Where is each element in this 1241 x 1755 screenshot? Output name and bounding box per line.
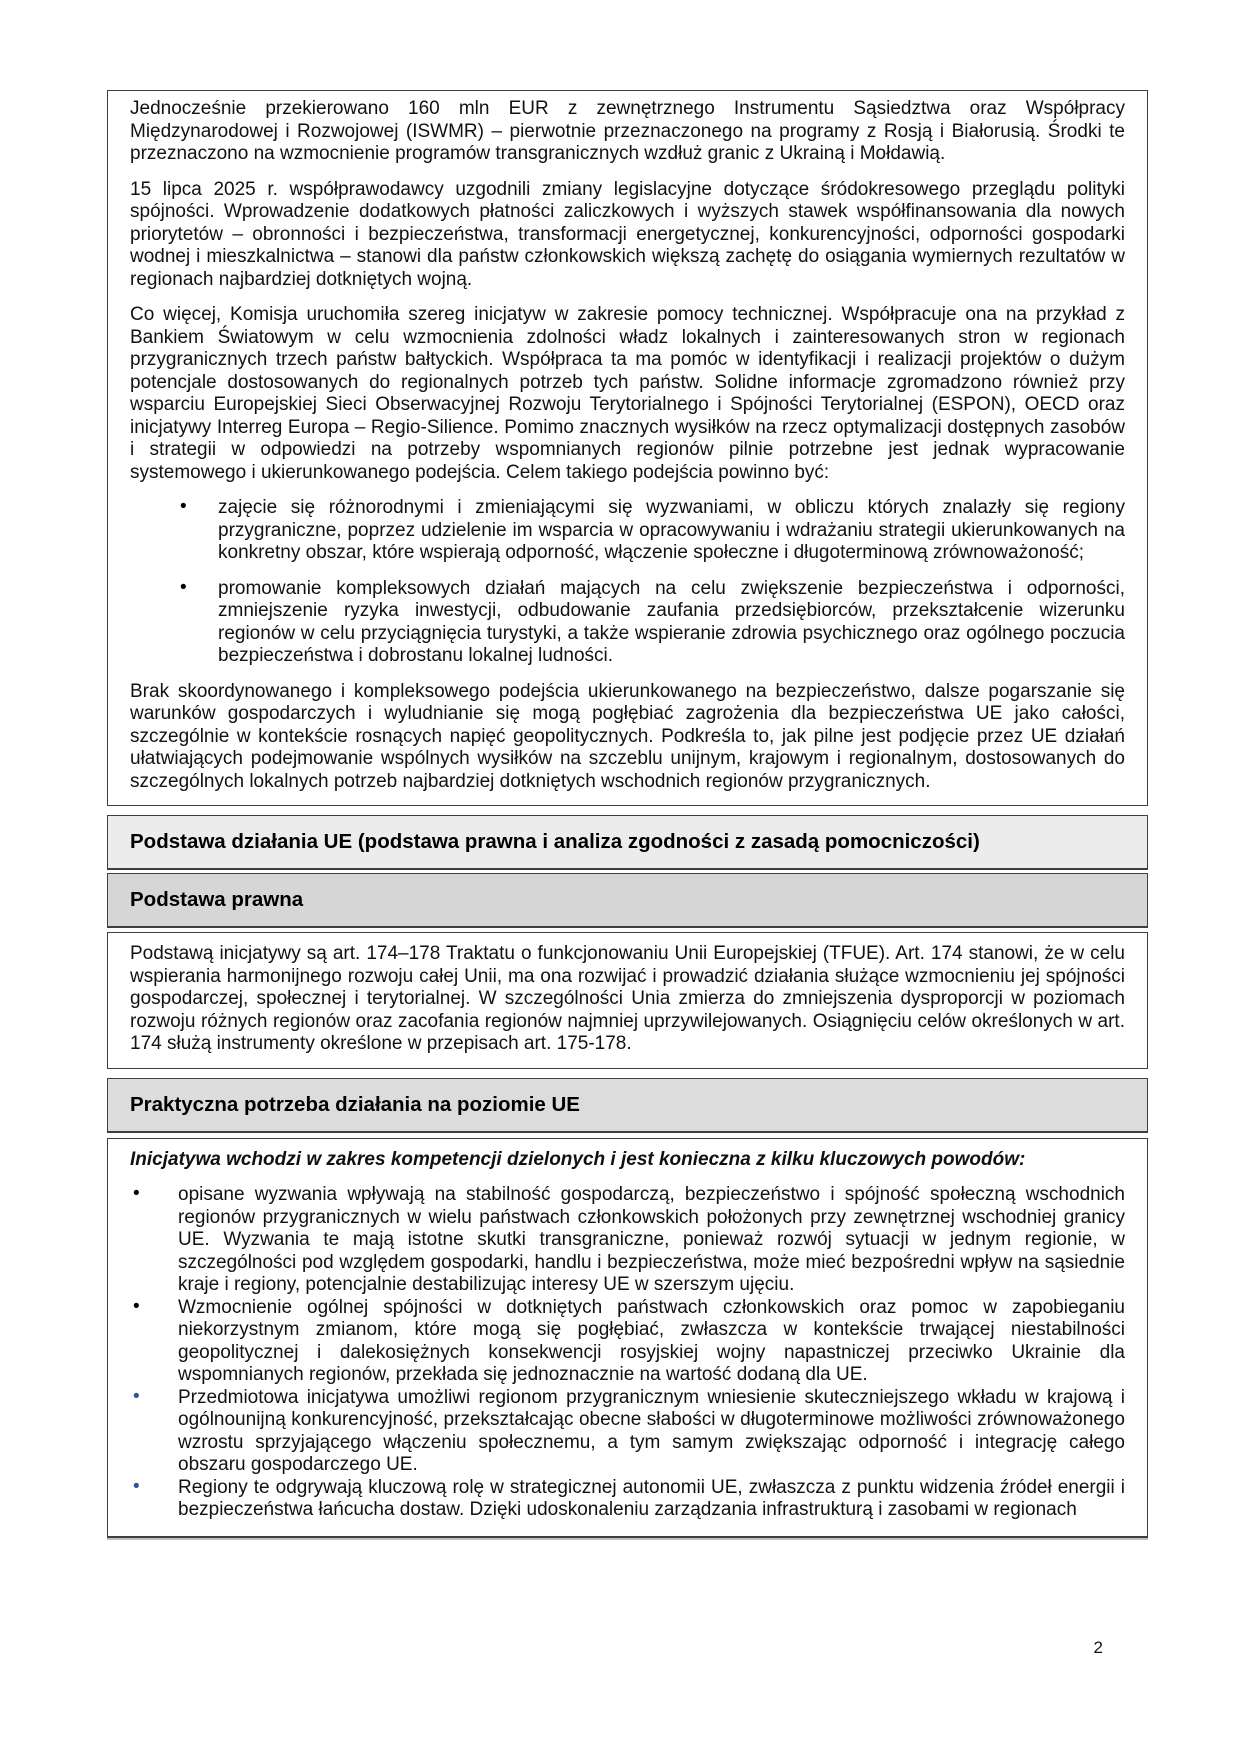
context-paragraph-2: 15 lipca 2025 r. współprawodawcy uzgodnili zmiany legislacyjne dotyczące śródokresowego przeglądu polityki spójności. Wprowadzenie dodatkowych płatności zaliczkowych i wyższych stawek współfinansowania dla nowych priorytetów – obronności i bezpieczeństwa, transformacji energetycznej, konkurencyjności, odporności gospodarki wodnej i mieszkalnictwa – stanowi dla państw członkowskich większą zachętę do osiągania wymiernych rezultatów w regionach najbardziej dotkniętych wojną. xyxy=(130,178,1125,290)
section-header-practical-need-label: Praktyczna potrzeba działania na poziomie UE xyxy=(130,1092,580,1116)
section-header-practical-need xyxy=(107,1078,1148,1133)
context-paragraph-3: Co więcej, Komisja uruchomiła szereg inicjatyw w zakresie pomocy technicznej. Współpracuje ona na przykład z Bankiem Światowym w celu wzmocnienia zdolności władz lokalnych i zainteresowanych stron w regionach przygranicznych trzech państw bałtyckich. Współpraca ta ma pomóc w identyfikacji i realizacji projektów o dużym potencjale dostosowanych do regionalnych potrzeb tych państw. Solidne informacje zgromadzono również przy wsparciu Europejskiej Sieci Obserwacyjnej Rozwoju Terytorialnego i Spójności Terytorialnej (ESPON), OECD oraz inicjatywy Interreg Europa – Regio-Silience. Pomimo znacznych wysiłków na rzecz optymalizacji dostępnych zasobów i strategii w odpowiedzi na potrzeby wspomnianych regionów pilnie potrzebne jest jednak wypracowanie systemowego i ukierunkowanego podejścia. Celem takiego podejścia powinno być: xyxy=(130,304,1125,483)
context-paragraph-1: Jednocześnie przekierowano 160 mln EUR z zewnętrznego Instrumentu Sąsiedztwa oraz Współpracy Międzynarodowej i Rozwojowej (ISWMR) – pierwotnie przeznaczonego na programy z Rosją i Białorusią. Środki te przeznaczono na wzmocnienie programów transgranicznych wzdłuż granic z Ukrainą i Mołdawią. xyxy=(130,98,1125,164)
bullet-icon: • xyxy=(180,576,187,598)
bullet-icon: • xyxy=(133,1385,140,1407)
section-header-legal-sub-label: Podstawa prawna xyxy=(130,888,304,911)
section-header-legal-basis-label: Podstawa działania UE (podstawa prawna i analiza zgodności z zasadą pomocniczości) xyxy=(130,830,980,853)
context-bullet-item xyxy=(130,578,1125,668)
practical-bullet-text-1: opisane wyzwania wpływają na stabilność gospodarczą, bezpieczeństwo i spójność społeczną wschodnich regionów przygranicznych w wielu państwach członkowskich położonych przy zewnętrznej wschodniej granicy UE. Wyzwania te mają istotne skutki transgraniczne, ponieważ rozwój sytuacji w jednym regionie, w szczególności pod względem gospodarki, handlu i bezpieczeństwa, może mieć bezpośredni wpływ na sąsiednie kraje i regiony, potencjalnie destabilizując interesy UE w szerszym ujęciu. xyxy=(178,1184,1125,1295)
context-bullet-text-1: zajęcie się różnorodnymi i zmieniającymi się wyzwaniami, w obliczu których znalazły się regiony przygraniczne, poprzez udzielenie im wsparcia w opracowywaniu i wdrażaniu strategii ukierunkowanych na konkretny obszar, które wspierają odporność, włączenie społeczne i długoterminową zrównoważoność; xyxy=(218,497,1125,563)
practical-need-cell xyxy=(107,1138,1148,1538)
practical-bullet-text-3: Przedmiotowa inicjatywa umożliwi regionom przygranicznym wniesienie skuteczniejszego wkładu w krajową i ogólnounijną konkurencyjność, przekształcając obecne słabości w długoterminowe możliwości zrównoważonego wzrostu sprzyjającego włączeniu społecznemu, a tym samym zwiększając odporność i integrację całego obszaru gospodarczego UE. xyxy=(178,1386,1125,1475)
bullet-icon: • xyxy=(133,1183,140,1204)
context-closing-paragraph: Brak skoordynowanego i kompleksowego podejścia ukierunkowanego na bezpieczeństwo, dalsze pogarszanie się warunków gospodarczych i wyludnianie się mogą pogłębiać zagrożenia dla bezpieczeństwa UE jako całości, szczególnie w kontekście rosnących napięć geopolitycznych. Podkreśla to, jak pilne jest podjęcie przez UE działań ułatwiających podejmowanie wspólnych wysiłków na szczeblu unijnym, krajowym i regionalnym, dostosowanych do szczególnych lokalnych potrzeb najbardziej dotkniętych wschodnich regionów przygranicznych. xyxy=(130,680,1125,792)
practical-bullet-item xyxy=(130,1387,1125,1477)
practical-bullet-text-2: Wzmocnienie ogólnej spójności w dotkniętych państwach członkowskich oraz pomoc w zapobieganiu niekorzystnym zmianom, które mogą się pogłębiać, zwłaszcza w kontekście trwającej niestabilności geopolitycznej i dalekosiężnych konsekwencji rosyjskiej wojny napastniczej przeciwko Ukrainie dla wspomnianych regionów, przekłada się jednoznacznie na wartość dodaną dla UE. xyxy=(178,1296,1125,1385)
context-bullet-text-2: promowanie kompleksowych działań mających na celu zwiększenie bezpieczeństwa i odporności, zmniejszenie ryzyka inwestycji, odbudowanie zaufania przedsiębiorców, przekształcenie wizerunku regionów w celu przyciągnięcia turystyki, a także wspieranie zdrowia psychicznego oraz ogólnego poczucia bezpieczeństwa i dobrostanu lokalnej ludności. xyxy=(218,577,1125,666)
context-bullet-item xyxy=(130,497,1125,565)
practical-bullet-item xyxy=(130,1477,1125,1522)
bullet-icon: • xyxy=(133,1295,140,1317)
practical-intro-line: Inicjatywa wchodzi w zakres kompetencji dzielonych i jest konieczna z kilku kluczowych powodów: xyxy=(130,1148,1026,1170)
bullet-icon: • xyxy=(180,496,187,517)
document-content xyxy=(107,90,1148,1538)
page-number: 2 xyxy=(1093,1638,1103,1657)
legal-basis-paragraph: Podstawą inicjatywy są art. 174–178 Traktatu o funkcjonowaniu Unii Europejskiej (TFUE). Art. 174 stanowi, że w celu wspierania harmonijnego rozwoju całej Unii, ma ona rozwijać i prowadzić działania służące wzmocnieniu jej spójności gospodarczej, społecznej i terytorialnej. W szczególności Unia zmierza do zmniejszenia dysproporcji w poziomach rozwoju różnych regionów oraz zacofania regionów najmniej uprzywilejowanych. Osiągnięciu celów określonych w art. 174 służą instrumenty określone w przepisach art. 175-178. xyxy=(130,943,1125,1054)
practical-bullet-text-4: Regiony te odgrywają kluczową rolę w strategicznej autonomii UE, zwłaszcza z punktu widzenia źródeł energii i bezpieczeństwa łańcucha dostaw. Dzięki udoskonaleniu zarządzania infrastrukturą i zasobami w regionach xyxy=(178,1476,1125,1520)
section-header-legal-basis xyxy=(107,815,1148,870)
legal-basis-cell xyxy=(107,932,1148,1069)
practical-bullet-item xyxy=(130,1297,1125,1387)
context-box xyxy=(107,90,1148,806)
bullet-icon: • xyxy=(133,1475,140,1497)
section-header-legal-sub xyxy=(107,873,1148,928)
practical-bullet-item xyxy=(130,1184,1125,1297)
